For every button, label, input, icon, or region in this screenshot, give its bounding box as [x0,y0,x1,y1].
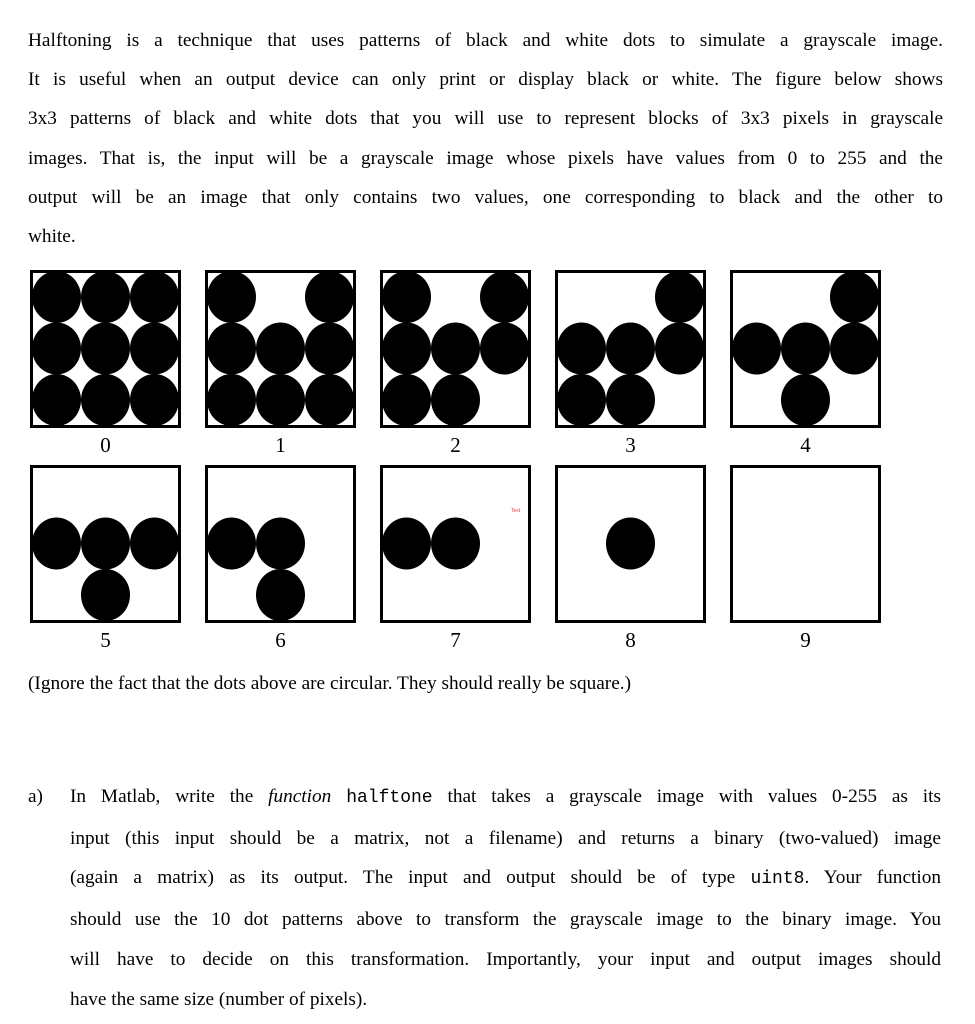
dot [781,374,830,426]
dot [256,374,305,426]
text: that takes a grayscale image with values 0-255 as its [432,786,941,807]
pattern-2 [380,270,531,428]
pattern-label: 5 [100,628,111,652]
dot [81,323,130,375]
dot [606,374,655,426]
dot [732,323,781,375]
text: (again a matrix) as its output. The input and output should be of type [70,867,751,889]
dot [606,518,655,570]
dot [81,569,130,621]
intro-line: white. [28,226,76,248]
dot [207,374,256,426]
dot [130,374,179,426]
pattern-5 [30,465,181,623]
pattern-label: 6 [275,628,286,652]
code-halftone: halftone [346,788,433,808]
item-line [70,858,941,900]
pattern-6 [205,465,356,623]
dot [382,374,431,426]
text: . Your function [804,867,941,889]
intro-line: Halftoning is a technique that uses patterns of black and white dots to simulate a grayscale image. [28,30,943,51]
pattern-1 [205,270,356,428]
pattern-label: 2 [450,433,461,457]
dot [557,323,606,375]
intro-line: 3x3 patterns of black and white dots that you will use to represent blocks of 3x3 pixels in grayscale [28,108,943,130]
dot [32,374,81,426]
dot [305,323,354,375]
item-line: should use the 10 dot patterns above to transform the grayscale image to the binary image. You [70,909,941,931]
dot [781,323,830,375]
pattern-8 [555,465,706,623]
pattern-border [732,467,880,622]
dot [830,271,879,323]
dot [130,518,179,570]
dot [32,323,81,375]
intro-line: output will be an image that only contains two values, one corresponding to black and the other to [28,186,943,208]
pattern-label: 3 [625,433,636,457]
item-line: have the same size (number of pixels). [70,988,368,1010]
pattern-label: 4 [800,433,811,457]
pattern-3 [555,270,706,428]
dot [256,569,305,621]
item-line [70,777,941,819]
intro-line: It is useful when an output device can only print or display black or white. The figure below shows [28,69,943,91]
dot [606,323,655,375]
intro-line: images. That is, the input will be a grayscale image whose pixels have values from 0 to 255 and the [28,147,943,169]
dot [655,323,704,375]
dot [480,323,529,375]
dot [256,518,305,570]
dot [431,518,480,570]
dot [256,323,305,375]
pattern-label: 9 [800,628,811,652]
dot [305,374,354,426]
dot [81,271,130,323]
item-marker: a) [28,786,43,807]
dot [81,374,130,426]
emphasis: function [268,786,332,807]
dot [130,271,179,323]
pattern-label: 1 [275,433,286,457]
dot [830,323,879,375]
dot [382,323,431,375]
item-line: will have to decide on this transformation. Importantly, your input and output images should [70,948,941,970]
dot [81,518,130,570]
dot [207,323,256,375]
text: In Matlab, write the [70,786,269,807]
dot [431,323,480,375]
dot [130,323,179,375]
dot [382,271,431,323]
pattern-label: 8 [625,628,636,652]
dot [207,271,256,323]
dot [431,374,480,426]
pattern-label: 7 [450,628,461,652]
dot [32,271,81,323]
dot [557,374,606,426]
item-line: input (this input should be a matrix, not a filename) and returns a binary (two-valued) image [70,827,941,849]
pattern-7 [380,465,531,623]
pattern-9 [730,465,881,623]
pattern-0 [30,270,181,428]
pattern-4 [730,270,881,428]
dot [480,271,529,323]
dot [655,271,704,323]
dot [305,271,354,323]
dot [382,518,431,570]
dot [207,518,256,570]
intro-paragraph [28,21,943,256]
code-uint8: uint8 [750,869,805,890]
pattern-label: 0 [100,433,111,457]
figure-caption: (Ignore the fact that the dots above are circular. They should really be square.) [28,673,632,694]
dot [32,518,81,570]
stray-text-label: Text [511,508,521,514]
